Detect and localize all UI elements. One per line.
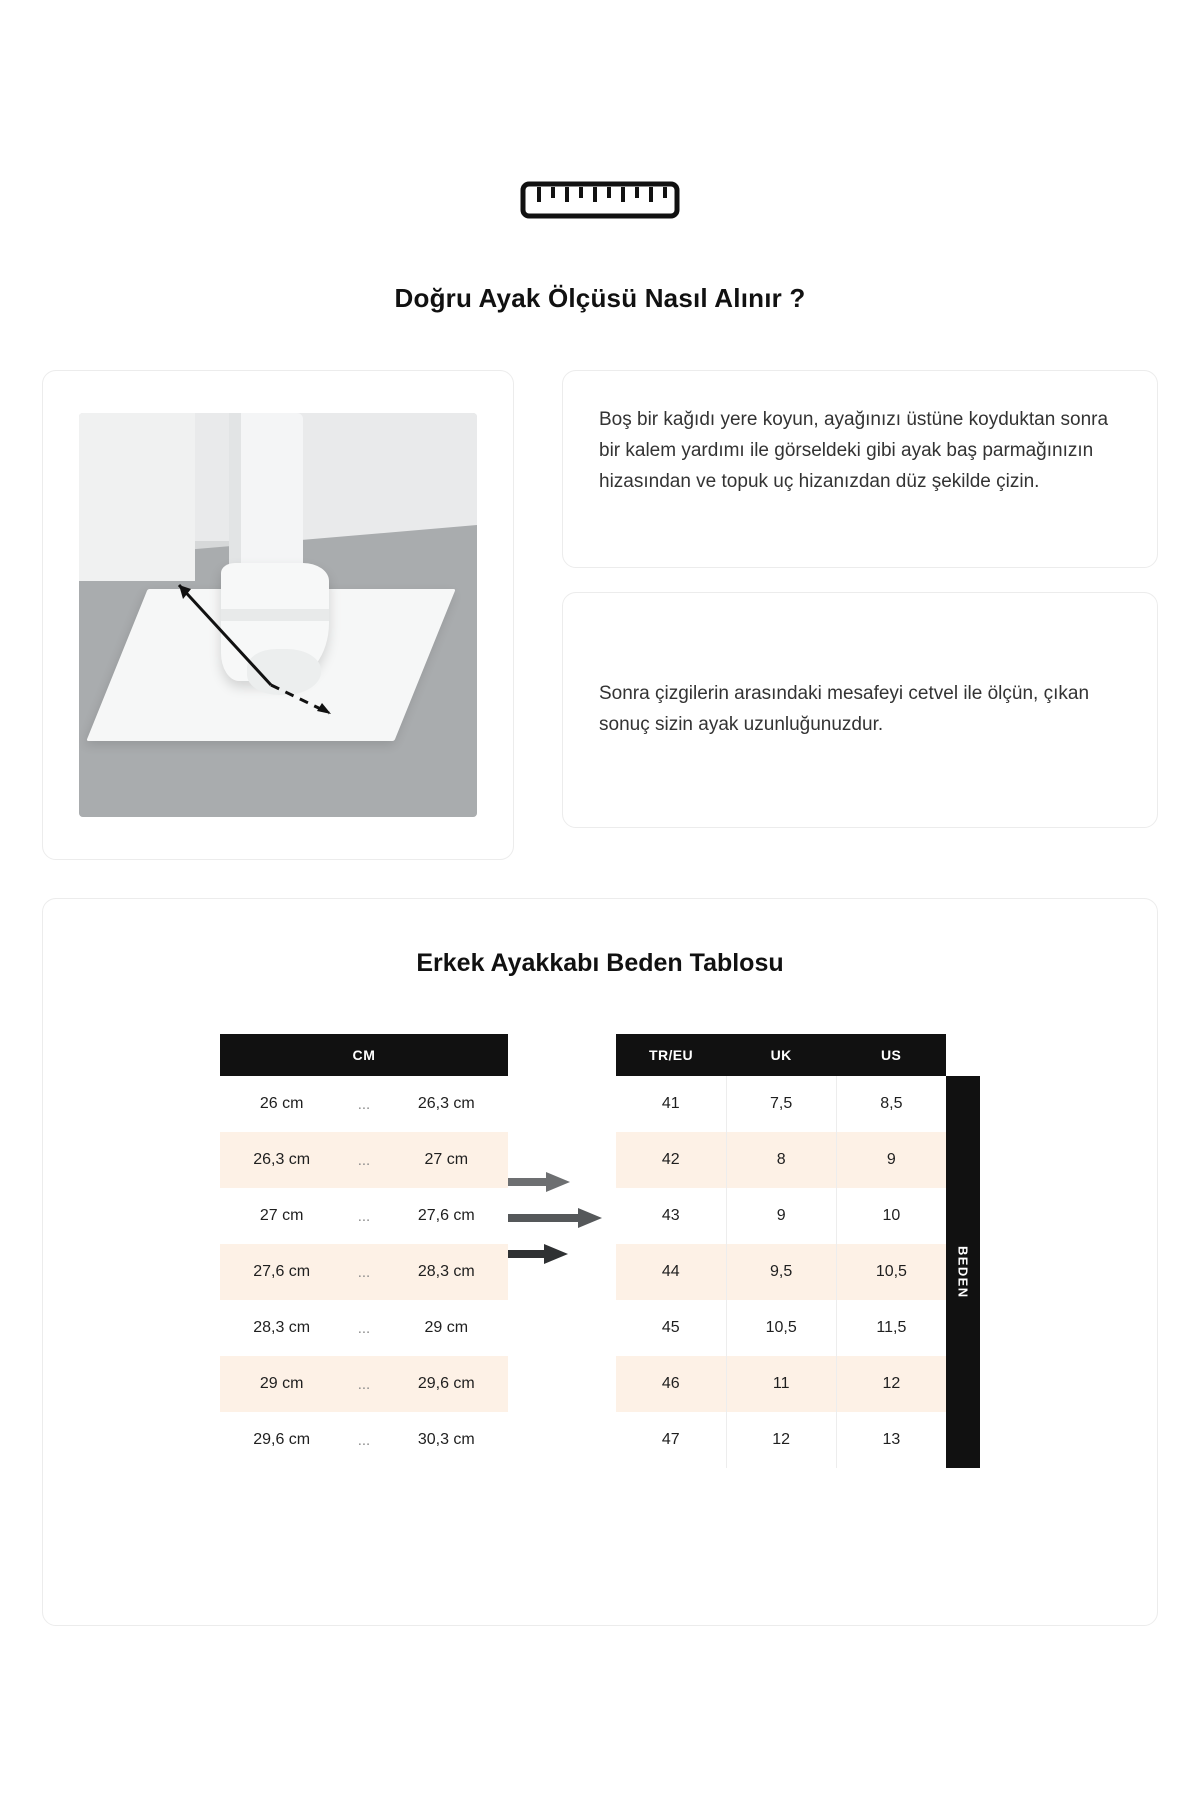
beden-label-text: BEDEN: [955, 1245, 971, 1299]
table-row: [616, 1412, 946, 1468]
size-table-body: [616, 1076, 946, 1468]
tables-wrap: [43, 1034, 1157, 1468]
cm-from: 27 cm: [220, 1188, 343, 1244]
size-us: 13: [836, 1412, 946, 1468]
table-row: [220, 1132, 508, 1188]
cm-dots: ...: [343, 1356, 384, 1412]
cm-header-row: [220, 1034, 508, 1076]
size-uk: 10,5: [726, 1300, 836, 1356]
size-header-row: [616, 1034, 946, 1076]
size-uk: 8: [726, 1132, 836, 1188]
cm-to: 26,3 cm: [385, 1076, 508, 1132]
size-header-us: US: [836, 1034, 946, 1076]
size-tr-eu: 46: [616, 1356, 726, 1412]
cm-dots: ...: [343, 1132, 384, 1188]
size-tr-eu: 47: [616, 1412, 726, 1468]
size-header-uk: UK: [726, 1034, 836, 1076]
table-row: [220, 1412, 508, 1468]
size-us: 10,5: [836, 1244, 946, 1300]
cm-from: 28,3 cm: [220, 1300, 343, 1356]
cm-from: 27,6 cm: [220, 1244, 343, 1300]
table-row: [616, 1076, 946, 1132]
cm-to: 27 cm: [385, 1132, 508, 1188]
size-table-card: [42, 898, 1158, 1626]
arrow-right-icon: [508, 1208, 604, 1228]
instructions-column: [562, 370, 1158, 860]
cm-from: 29 cm: [220, 1356, 343, 1412]
table-row: [616, 1300, 946, 1356]
size-uk: 11: [726, 1356, 836, 1412]
size-us: 10: [836, 1188, 946, 1244]
size-table-title: Erkek Ayakkabı Beden Tablosu: [416, 949, 784, 977]
table-row: [220, 1356, 508, 1412]
size-us: 12: [836, 1356, 946, 1412]
cm-to: 28,3 cm: [385, 1244, 508, 1300]
cm-table-head: [220, 1034, 508, 1076]
size-uk: 9: [726, 1188, 836, 1244]
size-uk: 12: [726, 1412, 836, 1468]
size-us: 8,5: [836, 1076, 946, 1132]
size-us: 9: [836, 1132, 946, 1188]
cm-header-cell: CM: [220, 1034, 508, 1076]
table-row: [616, 1188, 946, 1244]
cm-from: 26 cm: [220, 1076, 343, 1132]
conversion-arrows: [508, 1172, 616, 1264]
cm-to: 30,3 cm: [385, 1412, 508, 1468]
cm-dots: ...: [343, 1076, 384, 1132]
instruction-text-1: Boş bir kağıdı yere koyun, ayağınızı üstüne koyduktan sonra bir kalem yardımı ile görseldeki gibi ayak baş parmağınızın hizasından ve topuk uç hizanızdan düz şekilde çizin.: [599, 409, 1109, 492]
size-tr-eu: 44: [616, 1244, 726, 1300]
cm-to: 29 cm: [385, 1300, 508, 1356]
foot-measurement-photo: [79, 413, 477, 817]
beden-side-label: [946, 1076, 980, 1468]
table-row: [220, 1188, 508, 1244]
arrow-right-icon: [508, 1244, 570, 1264]
page-title: Doğru Ayak Ölçüsü Nasıl Alınır ?: [394, 283, 806, 313]
arrow-right-icon: [508, 1172, 572, 1192]
table-row: [616, 1132, 946, 1188]
table-row: [220, 1244, 508, 1300]
size-tr-eu: 41: [616, 1076, 726, 1132]
table-row: [616, 1356, 946, 1412]
cm-to: 27,6 cm: [385, 1188, 508, 1244]
top-section: [42, 370, 1158, 860]
size-tr-eu: 42: [616, 1132, 726, 1188]
table-row: [220, 1076, 508, 1132]
size-block: [616, 1034, 980, 1468]
instruction-card-1: [562, 370, 1158, 568]
size-table: [616, 1034, 946, 1468]
photo-card: [42, 370, 514, 860]
ruler-icon-wrap: [0, 178, 1200, 222]
cm-dots: ...: [343, 1188, 384, 1244]
table-row: [616, 1244, 946, 1300]
cm-from: 29,6 cm: [220, 1412, 343, 1468]
size-tr-eu: 45: [616, 1300, 726, 1356]
cm-dots: ...: [343, 1300, 384, 1356]
cm-dots: ...: [343, 1412, 384, 1468]
size-us: 11,5: [836, 1300, 946, 1356]
size-uk: 9,5: [726, 1244, 836, 1300]
size-table-head: [616, 1034, 946, 1076]
ruler-icon: [520, 178, 680, 222]
table-row: [220, 1300, 508, 1356]
size-tr-eu: 43: [616, 1188, 726, 1244]
cm-to: 29,6 cm: [385, 1356, 508, 1412]
cm-table: [220, 1034, 508, 1468]
measurement-arrow-icon: [79, 413, 477, 817]
cm-dots: ...: [343, 1244, 384, 1300]
cm-from: 26,3 cm: [220, 1132, 343, 1188]
size-uk: 7,5: [726, 1076, 836, 1132]
instruction-text-2: Sonra çizgilerin arasındaki mesafeyi cetvel ile ölçün, çıkan sonuç sizin ayak uzunluğunuzdur.: [599, 683, 1090, 735]
instruction-card-2: [562, 592, 1158, 828]
size-header-tr-eu: TR/EU: [616, 1034, 726, 1076]
cm-table-body: [220, 1076, 508, 1468]
